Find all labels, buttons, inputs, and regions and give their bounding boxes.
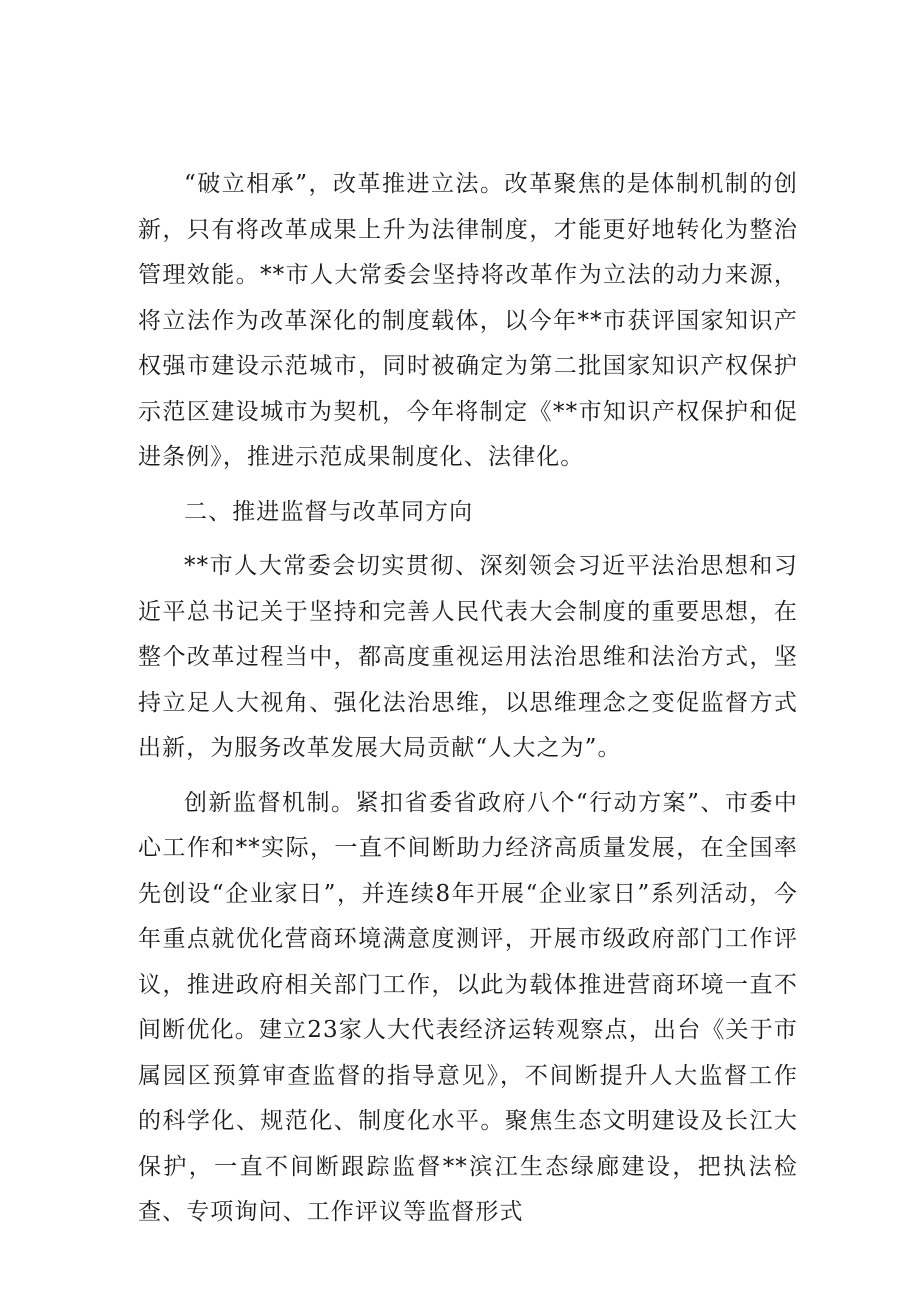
paragraph-legislation-reform: “破立相承”，改革推进立法。改革聚焦的是体制机制的创新，只有将改革成果上升为法律制度，才能更好地转化为整治管理效能。**市人大常委会坚持将改革作为立法的动力来源，将立法作为改革深化的制度载体，以今年**市获评国家知识产权强市建设示范城市，同时被确定为第二批国家知识产权保护示范区建设城市为契机，今年将制定《**市知识产权保护和促进条例》，推进示范成果制度化、法律化。 [138,171,798,470]
paragraph-innovate-supervision: 创新监督机制。紧扣省委省政府八个“行动方案”、市委中心工作和**实际，一直不间断助力经济高质量发展，在全国率先创设“企业家日”，并连续8年开展“企业家日”系列活动，今年重点就优化营商环境满意度测评，开展市级政府部门工作评议，推进政府相关部门工作，以此为载体推进营商环境一直不间断优化。建立23家人大代表经济运转观察点，出台《关于市属园区预算审查监督的指导意见》，不间断提升人大监督工作的科学化、规范化、制度化水平。聚焦生态文明建设及长江大保护，一直不间断跟踪监督**滨江生态绿廊建设，把执法检查、专项询问、工作评议等监督形式 [138,789,798,1225]
paragraph-rule-of-law-thinking: **市人大常委会切实贯彻、深刻领会习近平法治思想和习近平总书记关于坚持和完善人民代表大会制度的重要思想，在整个改革过程当中，都高度重视运用法治思维和法治方式，坚持立足人大视角、强化法治思维，以思维理念之变促监督方式出新，为服务改革发展大局贡献“人大之为”。 [138,553,798,761]
document-body [138,162,798,1245]
section-heading-supervision: 二、推进监督与改革同方向 [184,498,474,525]
